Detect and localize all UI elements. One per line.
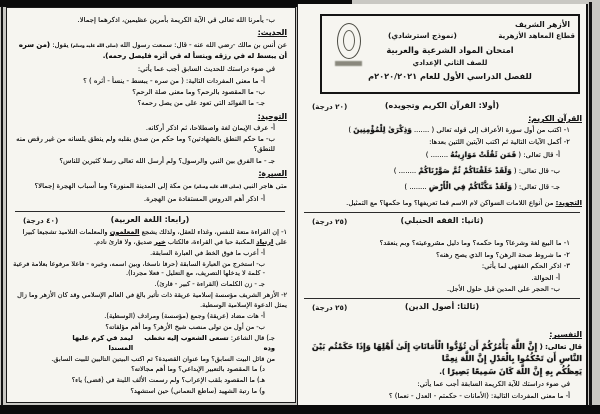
section-2-row [302,216,582,225]
tawheed-qa: أ- عرف الإيمان لغة واصطلاحا، ثم اذكر أركانه. [145,123,275,132]
poem-second-hemistich: ليمد في كرم عليها المسندا [72,333,134,352]
model-note: (نموذج استرشادي) [388,31,457,40]
hadith-qb: ب- ما المقصود بالرحم؟ وما معنى صلة الرحم؟ [132,87,265,96]
quran-verse: يَعِظُكُم بِهِ إِنَّ اللَّهَ كَانَ سَمِيعًا بَصِيرًا [447,367,582,377]
section-2-marks: (٢٥ درجة) [312,217,348,227]
quran-verse: إِنَّ اللَّهَ يَأْمُرُكُمْ أَن تُؤَدُّوا الْأَمَانَاتِ إِلَىٰ أَهْلِهَا وَإِذَا حَكَمْتُم بَيْنَ النَّاسِ أَن تَحْكُمُوا بِالْعَدْلِ إِنَّ اللَّهَ نِعِمَّا [311,342,582,364]
section-4-marks: (٤٠ درجة) [23,215,59,225]
arabic-passage-1: ١- إن القراءة متعة للنفس، وغذاء للعقل، ولذلك يشجع المعلمون والمعلمات التلاميذ تشجيعا كبيرا على ارتياد المكتبة حبا في القراءة، فالكتاب خير صديق، ولا قارئ نادم. [22,227,287,246]
underlined-word: المعلمون [109,227,140,236]
arabic-q2d: د) ما المقصود بالتعبير الإبداعي؟ وما أهم مجالاته؟ [131,365,265,374]
arabic-passage-2: ٢- الأزهر الشريف مؤسسة إسلامية عريقة ذات تأثير بالغ في العالم الإسلامي وقد كان الأزهر وما زال يمثل الدعوة الإسلامية الوسطية. [17,291,287,310]
arabic-qb: ب- استخرج من العبارة السابقة (حرفا ناسخا، وبين اسمه، وخبره - فاعلا مرفوعا بعلامة فرعية - كلمة لا يدخلها التصريف، مع التعليل - فعلا مجردا). [13,259,265,278]
section-divider [15,211,285,212]
quran-q2b: ب- قال تعالى: ( وَلَقَدْ خَلَقْنَاكُمْ ثُمَّ صَوَّرْنَاكُمْ ........ ) [393,166,560,176]
tafsir-qb: ب- يأمرنا الله تعالى في الآية الكريمة بأمرين عظيمين، اذكرهما إجمالا. [77,16,275,24]
exam-title: امتحان المواد الشرعية والعربية [386,45,514,55]
hadith-instruction: في ضوء دراستك للحديث السابق أجب عما يأتي: [137,65,275,74]
tajweed-question: التجويد: من أنواع اللامات السواكن لام الاسم فما تعريفها؟ وما حكمها؟ مع التمثيل. [346,199,582,208]
section-3-title: (ثالثا: أصول الدين) [404,302,480,312]
section-1-title: (أولا: القرآن الكريم وتجويده) [384,101,500,110]
fiqh-q2: ٢- ما شروط صحة الرهن؟ وما الذي يصح رهنه؟ [436,250,570,259]
section-3-marks: (٢٥ درجة) [312,303,348,313]
tafsir-verse: قال تعالى: ( إِنَّ اللَّهَ يَأْمُرُكُمْ أَن تُؤَدُّوا الْأَمَانَاتِ إِلَىٰ أَهْلِهَا وَإِذَا حَكَمْتُم بَيْنَ النَّاسِ أَن تَحْكُمُوا بِالْعَدْلِ إِنَّ اللَّهَ نِعِمَّا [311,342,582,364]
section-3-row [302,302,582,311]
seerah-heading: السيرة: [258,169,287,179]
scan-bottom-bar [0,405,600,414]
arabic-q2a: أ- هات مضاد (عريقة) وجمع (مؤسسة) ومرادف (الوسطية). [104,311,265,320]
scan-left-edge [1,6,3,406]
scan-right-edge [589,2,592,406]
section-divider [304,298,580,299]
underlined-word: خير [154,237,166,246]
quran-q2c: جـ- قال تعالى: ( وَلَقَدْ مَكَّنَّاكُمْ فِي الْأَرْضِ ........ ) [404,182,560,192]
hadith-text: عن أنس بن مالك -رضي الله عنه - قال: سمعت رسول الله (صلى الله عليه وسلم) يقول: (من سره أن يبسط له في رزقه وينسأ له في أثره فليصل رحمه). [18,41,287,60]
arabic-q2f: و) ما رتبة الشهيد (ساطع النعماني) حين استشهد؟ [130,387,265,396]
exam-header-box [320,14,580,94]
quran-q2: ٢- أكمل الآيات التالية ثم اكتب الآيتين اللتين بعدها: [429,137,570,146]
fiqh-q1: ١- ما البيع لغة وشرعا؟ وما حكمه؟ وما دليل مشروعيته؟ وبم ينعقد؟ [379,239,570,248]
quran-verse: وَذِكْرَىٰ لِلْمُؤْمِنِينَ [353,125,412,134]
fiqh-q3b: ب- الحجر على المدين قبل حلول الأجل. [447,284,560,293]
section-4-row [13,215,287,224]
tawheed-heading: التوحيد: [257,111,287,121]
quran-heading: القرآن الكريم: [528,114,582,123]
arabic-q2e: هـ) ما المقصود بلقب الإعراب؟ ولم رسمت الألف اللينة في (قضى) ياء؟ [71,376,265,385]
tafsir-heading: التفسير: [549,330,582,340]
tafsir-qa: أ- ما معنى المفردات التالية: (الأمانات - حكمتم - العدل - نعما) ؟ [388,391,570,400]
poetry-line [13,334,287,354]
hadith-qa: أ- ما معنى المفردات التالية: ( من سره - يبسط - ينسأ - أثره ) ؟ [83,76,265,85]
tafsir-instruction: في ضوء دراستك للآية الكريمة السابقة أجب عما يأتي: [417,380,570,389]
hadith-qc: جـ- ما الفوائد التي تعود على من يصل رحمه؟ [137,99,265,108]
spacer [302,315,582,327]
tawheed-qb: ب- ما حكم النطق بالشهادتين؟ وما حكم من صدق بقلبه ولم ينطق بلسانه من غير رفض منه للنطق؟ [16,134,275,154]
pbuh-symbol: (صلى الله عليه وسلم) [194,185,242,191]
seerah-question: متى هاجر النبي (صلى الله عليه وسلم) من مكة إلى المدينة المنورة؟ وما أسباب الهجرة إجمالا؟ [34,182,287,191]
quran-q1: ١- اكتب من أول سورة الأعراف إلى قوله تعالى ( ....... وَذِكْرَىٰ لِلْمُؤْمِنِينَ ) [348,125,570,134]
arabic-q2b: ب- من أول من تولى منصب شيخ الأزهر؟ وما أهم مؤلفاته؟ [105,322,265,331]
arabic-q2c-followup: من قائل البيت السابق؟ وما عنوان القصيدة؟ ثم اكتب البيتين التاليين للبيت السابق. [51,354,275,363]
section-divider [304,212,580,213]
tafsir-verse-2: يَعِظُكُم بِهِ إِنَّ اللَّهَ كَانَ سَمِيعًا بَصِيرًا ). [439,367,582,377]
exam-term-year: للفصل الدراسي الأول للعام ٢٠٢٠/٢٠٢١م [368,71,532,81]
spacer [302,229,582,237]
quran-verse: وَلَقَدْ خَلَقْنَاكُمْ ثُمَّ صَوَّرْنَاكُمْ [418,166,512,176]
section-2-title: (ثانيا: الفقه الحنبلي) [400,216,484,226]
tajweed-label: التجويد: [555,199,582,208]
section-1-marks: (٢٠ درجة) [312,102,348,111]
arabic-qa: أ- أعرب ما فوق الخط في العبارة السابقة. [150,248,265,257]
arabic-qc: جـ - زن الكلمات (القراءة - كبير - قارئ). [154,280,265,289]
section-4-title: (رابعا: اللغة العربية) [110,214,190,224]
fiqh-q3: ٣- اذكر الحكم الفقهي لما يأتي: [481,262,570,271]
section-1-row [302,101,582,110]
quran-verse: فَمَن ثَقُلَتْ مَوَازِينُهُ [450,150,517,160]
org-sector: قطاع المعاهد الأزهرية [498,32,575,40]
quran-q2a: أ- قال تعالى: ( فَمَن ثَقُلَتْ مَوَازِينُهُ ........ ) [425,150,560,160]
quran-verse: وَلَقَدْ مَكَّنَّاكُمْ فِي الْأَرْضِ [428,182,512,192]
seerah-qa: أ- اذكر أهم الدروس المستفادة من الهجرة. [143,195,265,204]
fiqh-q3a: أ- الحوالة. [531,273,560,282]
underlined-word: ارتياد [256,237,274,246]
poem-first-hemistich: جـ) قال الشاعر: تسعى الشعوب إليه تخطب وده [144,333,275,352]
org-name: الأزهر الشريف [514,20,570,29]
tawheed-qc: جـ - ما الفرق بين النبي والرسول؟ ولم أرسل الله تعالى رسلا كثيرين للناس؟ [59,156,275,165]
hadith-heading: الحديث: [257,28,287,38]
exam-page-2 [6,7,296,403]
exam-grade: للصف الثاني الإعدادي [412,59,488,67]
exam-page-1 [297,4,588,405]
pbuh-symbol: (صلى الله عليه وسلم) [70,44,118,50]
